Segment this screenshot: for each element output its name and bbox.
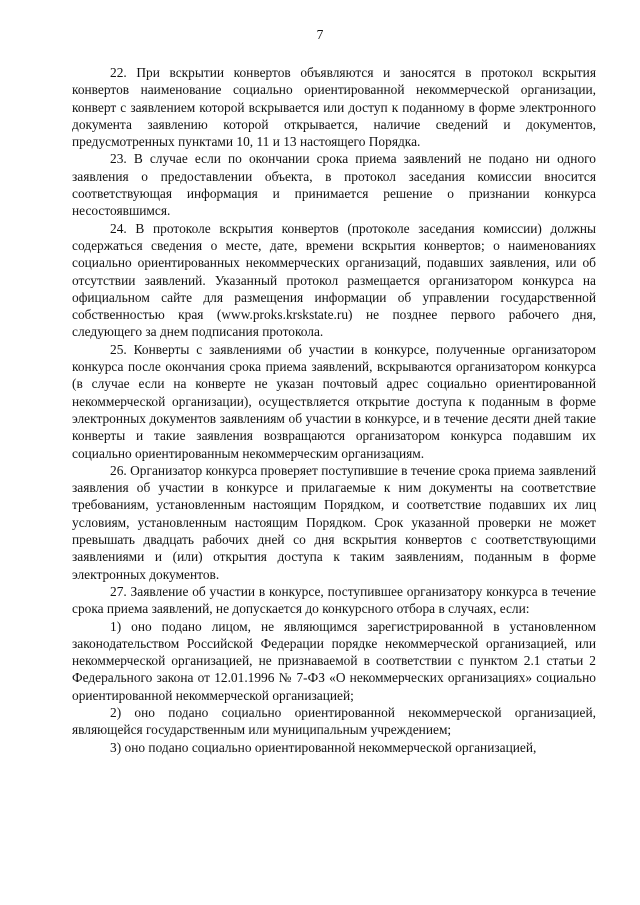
list-item-3: 3) оно подано социально ориентированной некоммерческой организацией, bbox=[110, 739, 537, 755]
paragraph-26: 26. Организатор конкурса проверяет поступившие в течение срока приема заявлений заявления об участии в конкурсе и прилагаемые к ним документы на соответствие требованиям, установленным настоящим Порядком, и соответствие подавших их лиц условиям, установленным настоящим Порядком. Срок указанной проверки не может превышать двадцать рабочих дней со дня вскрытия конвертов с соответствующими заявлениями и (или) открытия доступа к таким заявлениям, поданным в форме электронных документов. bbox=[72, 462, 596, 582]
page-number: 7 bbox=[316, 27, 324, 42]
paragraph-23: 23. В случае если по окончании срока приема заявлений не подано ни одного заявления о предоставлении объекта, в протокол заседания комиссии вносится соответствующая информация и принимается решение о признании конкурса несостоявшимся. bbox=[72, 151, 596, 219]
paragraph-25: 25. Конверты с заявлениями об участии в конкурсе, полученные организатором конкурса после окончания срока приема заявлений, вскрываются организатором конкурса (в случае если на конверте не указан почтовый адрес социально ориентированной некоммерческой организации), осуществляется открытие доступа к поданным в форме электронных документов заявлениям об участии в конкурсе, и в течение десяти дней такие конверты и такие заявления возвращаются организатором конкурса подавшим их социально ориентированным некоммерческим организациям. bbox=[72, 341, 596, 461]
paragraph-27: 27. Заявление об участии в конкурсе, поступившее организатору конкурса в течение срока приема заявлений, не допускается до конкурсного отбора в случаях, если: bbox=[72, 583, 596, 617]
paragraph-22: 22. При вскрытии конвертов объявляются и заносятся в протокол вскрытия конвертов наименование социально ориентированной некоммерческой организации, конверт с заявлением которой вскрывается или доступ к поданному в форме электронного документа заявлению которой открывается, наличие сведений и документов, предусмотренных пунктами 10, 11 и 13 настоящего Порядка. bbox=[72, 65, 596, 150]
list-item-2: 2) оно подано социально ориентированной некоммерческой организацией, являющейся государственным или муниципальным учреждением; bbox=[72, 704, 596, 738]
list-item-1: 1) оно подано лицом, не являющимся зарегистрированной в установленном законодательством Российской Федерации порядке некоммерческой организацией, или некоммерческой организацией, не признаваемой в соответствии с пунктом 2.1 статьи 2 Федерального закона от 12.01.1996 № 7-ФЗ «О некоммерческих организациях» социально ориентированной некоммерческой организацией; bbox=[72, 618, 596, 703]
document-body bbox=[72, 64, 596, 756]
paragraph-24: 24. В протоколе вскрытия конвертов (протоколе заседания комиссии) должны содержаться сведения о месте, дате, времени вскрытия конвертов; о наименованиях социально ориентированных некоммерческих организаций, подавших заявления, или об отсутствии заявлений. Указанный протокол размещается организатором конкурса на официальном сайте для размещения информации об управлении государственной собственностью края (www.proks.krskstate.ru) не позднее первого рабочего дня, следующего за днем подписания протокола. bbox=[72, 220, 596, 340]
